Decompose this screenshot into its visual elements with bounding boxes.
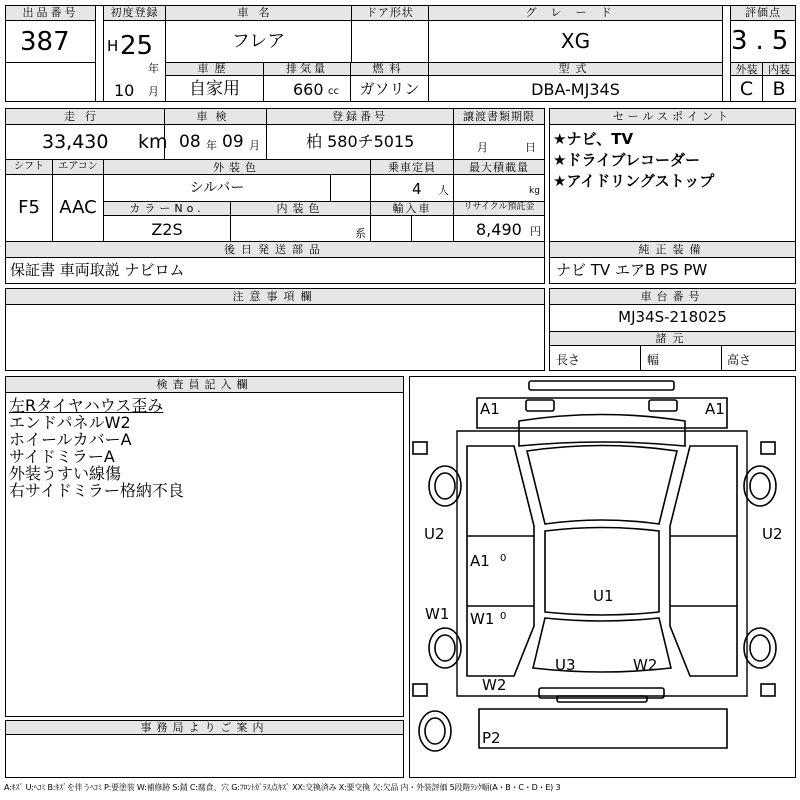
width-label: 幅 bbox=[647, 353, 660, 367]
interior-color-unit: 系 bbox=[355, 227, 366, 240]
interior-color-label: 内装色 bbox=[276, 202, 325, 215]
inspection-month-unit: 月 bbox=[249, 139, 260, 152]
inspector-note: 左Rタイヤハウス歪み bbox=[9, 396, 164, 415]
mark-hood-area: A1 bbox=[470, 552, 490, 570]
office-notice-label: 事務局よりご案内 bbox=[140, 721, 269, 734]
mileage-unit: km bbox=[138, 131, 168, 153]
length-label: 長さ bbox=[556, 353, 581, 367]
inspector-note: サイドミラーA bbox=[9, 447, 115, 466]
history-label: 車歴 bbox=[197, 62, 232, 75]
caution-label: 注意事項欄 bbox=[232, 290, 318, 303]
capacity-unit: 人 bbox=[438, 184, 449, 197]
month-unit: 月 bbox=[148, 85, 159, 98]
mark-rear-right: W2 bbox=[633, 656, 658, 674]
chassis-number-value: MJ34S-218025 bbox=[618, 308, 727, 326]
import-label: 輸入車 bbox=[392, 202, 432, 215]
inspection-month: 09 bbox=[222, 132, 244, 152]
max-load-unit: kg bbox=[529, 186, 540, 196]
inspector-notes-list bbox=[9, 397, 184, 499]
aircon-label: エアコン bbox=[58, 161, 98, 172]
inspector-note: 右サイドミラー格納不良 bbox=[9, 481, 184, 500]
sales-points-list bbox=[553, 129, 714, 192]
mark-front-left: A1 bbox=[480, 400, 500, 418]
mark-left-side: U2 bbox=[424, 525, 445, 543]
inspector-note: ホイールカバーA bbox=[9, 430, 132, 449]
transfer-month-unit: 月 bbox=[477, 141, 488, 154]
mark-rear-left: U3 bbox=[555, 656, 576, 674]
displacement-unit: cc bbox=[328, 86, 339, 97]
shift-label: シフト bbox=[14, 161, 44, 172]
plate-label: 登録番号 bbox=[332, 110, 388, 123]
grade-value: XG bbox=[560, 29, 591, 53]
max-load-label: 最大積載量 bbox=[469, 161, 529, 174]
sales-point-item: ★ドライブレコーダー bbox=[553, 151, 700, 169]
interior-grade: B bbox=[772, 78, 786, 100]
transfer-day-unit: 日 bbox=[525, 141, 536, 154]
model-name-label: 車名 bbox=[237, 6, 280, 19]
fuel-value: ガソリン bbox=[359, 80, 420, 98]
recycle-deposit-value: 8,490 bbox=[476, 220, 522, 239]
later-parts-value: 保証書 車両取説 ナビロム bbox=[10, 261, 185, 279]
car-outline-diagram bbox=[409, 376, 796, 778]
history-value: 自家用 bbox=[189, 79, 240, 99]
inspector-notes-label: 検査員記入欄 bbox=[156, 378, 253, 391]
mark-left-panel: W1 bbox=[425, 605, 450, 623]
month-value: 10 bbox=[114, 81, 135, 100]
capacity-value: 4 bbox=[412, 180, 422, 198]
grade-label: グレード bbox=[525, 6, 626, 19]
mark-front-right: A1 bbox=[705, 400, 725, 418]
shift-value: F5 bbox=[18, 197, 40, 218]
factory-equipment-label: 純正装備 bbox=[638, 243, 707, 256]
mark-roof: U1 bbox=[593, 587, 614, 605]
recycle-deposit-unit: 円 bbox=[530, 225, 541, 238]
fuel-label: 燃料 bbox=[372, 62, 407, 75]
inspection-year-unit: 年 bbox=[206, 139, 217, 152]
year-unit: 年 bbox=[148, 62, 159, 75]
model-name-value: フレア bbox=[231, 31, 286, 52]
recycle-deposit-label: リサイクル預託金 bbox=[463, 202, 535, 212]
mark-left-door: W1 bbox=[470, 610, 495, 628]
sales-points-label: セールスポイント bbox=[612, 110, 732, 123]
later-parts-label: 後日発送部品 bbox=[224, 243, 326, 256]
sales-point-item: ★アイドリングストップ bbox=[553, 172, 715, 190]
year-value: 25 bbox=[120, 31, 154, 61]
inspector-note: エンドパネルW2 bbox=[9, 413, 131, 432]
inspector-note: 外装うすい線傷 bbox=[9, 464, 122, 483]
mark-left-panel-zero: 0 bbox=[500, 611, 507, 622]
exterior-color-value: シルバー bbox=[189, 180, 245, 196]
lot-number-label: 出品番号 bbox=[22, 6, 79, 19]
lot-number-value: 387 bbox=[20, 27, 70, 57]
model-type-value: DBA-MJ34S bbox=[531, 80, 620, 99]
plate-value: 柏 580チ5015 bbox=[306, 132, 415, 151]
model-type-label: 型式 bbox=[558, 62, 593, 75]
first-registration-label: 初度登録 bbox=[110, 6, 159, 19]
mileage-label: 走行 bbox=[64, 110, 106, 123]
exterior-grade: C bbox=[739, 78, 754, 100]
transfer-deadline-label: 譲渡書類期限 bbox=[463, 110, 535, 123]
specs-label: 諸元 bbox=[655, 332, 690, 345]
legend-text: A:ｷｽﾞ U:ﾍｺﾐ B:ｷｽﾞを伴うﾍｺﾐ P:要塗装 W:補修跡 S:錆 C:腐食、穴 G:ﾌﾛﾝﾄｶﾞﾗｽ点ｷｽﾞ XX:交換済み X:要交換 欠:欠品 内・外装評価 5段階ﾗﾝｸ順(A・B・C・D・E) 3 bbox=[4, 783, 561, 792]
mark-rear-corner: W2 bbox=[482, 676, 507, 694]
mark-bottom-spare: P2 bbox=[482, 729, 501, 747]
interior-label: 内装 bbox=[768, 63, 790, 76]
door-type-label: ドア形状 bbox=[366, 6, 414, 19]
color-number-value: Z2S bbox=[151, 220, 183, 239]
sales-point-item: ★ナビ、TV bbox=[553, 130, 634, 148]
height-label: 高さ bbox=[727, 353, 752, 367]
score-value: 3.5 bbox=[731, 26, 797, 56]
mark-right-side: U2 bbox=[762, 525, 783, 543]
inspection-year: 08 bbox=[179, 132, 201, 152]
mark-hood-zero: 0 bbox=[500, 553, 507, 564]
score-label: 評価点 bbox=[745, 6, 781, 19]
displacement-value: 660 bbox=[293, 80, 324, 99]
exterior-label: 外装 bbox=[735, 63, 758, 76]
chassis-number-label: 車台番号 bbox=[640, 290, 705, 303]
exterior-color-label: 外装色 bbox=[213, 161, 261, 174]
aircon-value: AAC bbox=[59, 197, 97, 218]
factory-equipment-value: ナビ TV エアB PS PW bbox=[556, 261, 708, 279]
era-letter: H bbox=[107, 37, 119, 55]
color-number-label: カラーNo. bbox=[129, 202, 205, 215]
displacement-label: 排気量 bbox=[286, 62, 328, 75]
mileage-value: 33,430 bbox=[42, 131, 109, 153]
inspection-label: 車検 bbox=[196, 110, 235, 123]
capacity-label: 乗車定員 bbox=[388, 161, 436, 174]
